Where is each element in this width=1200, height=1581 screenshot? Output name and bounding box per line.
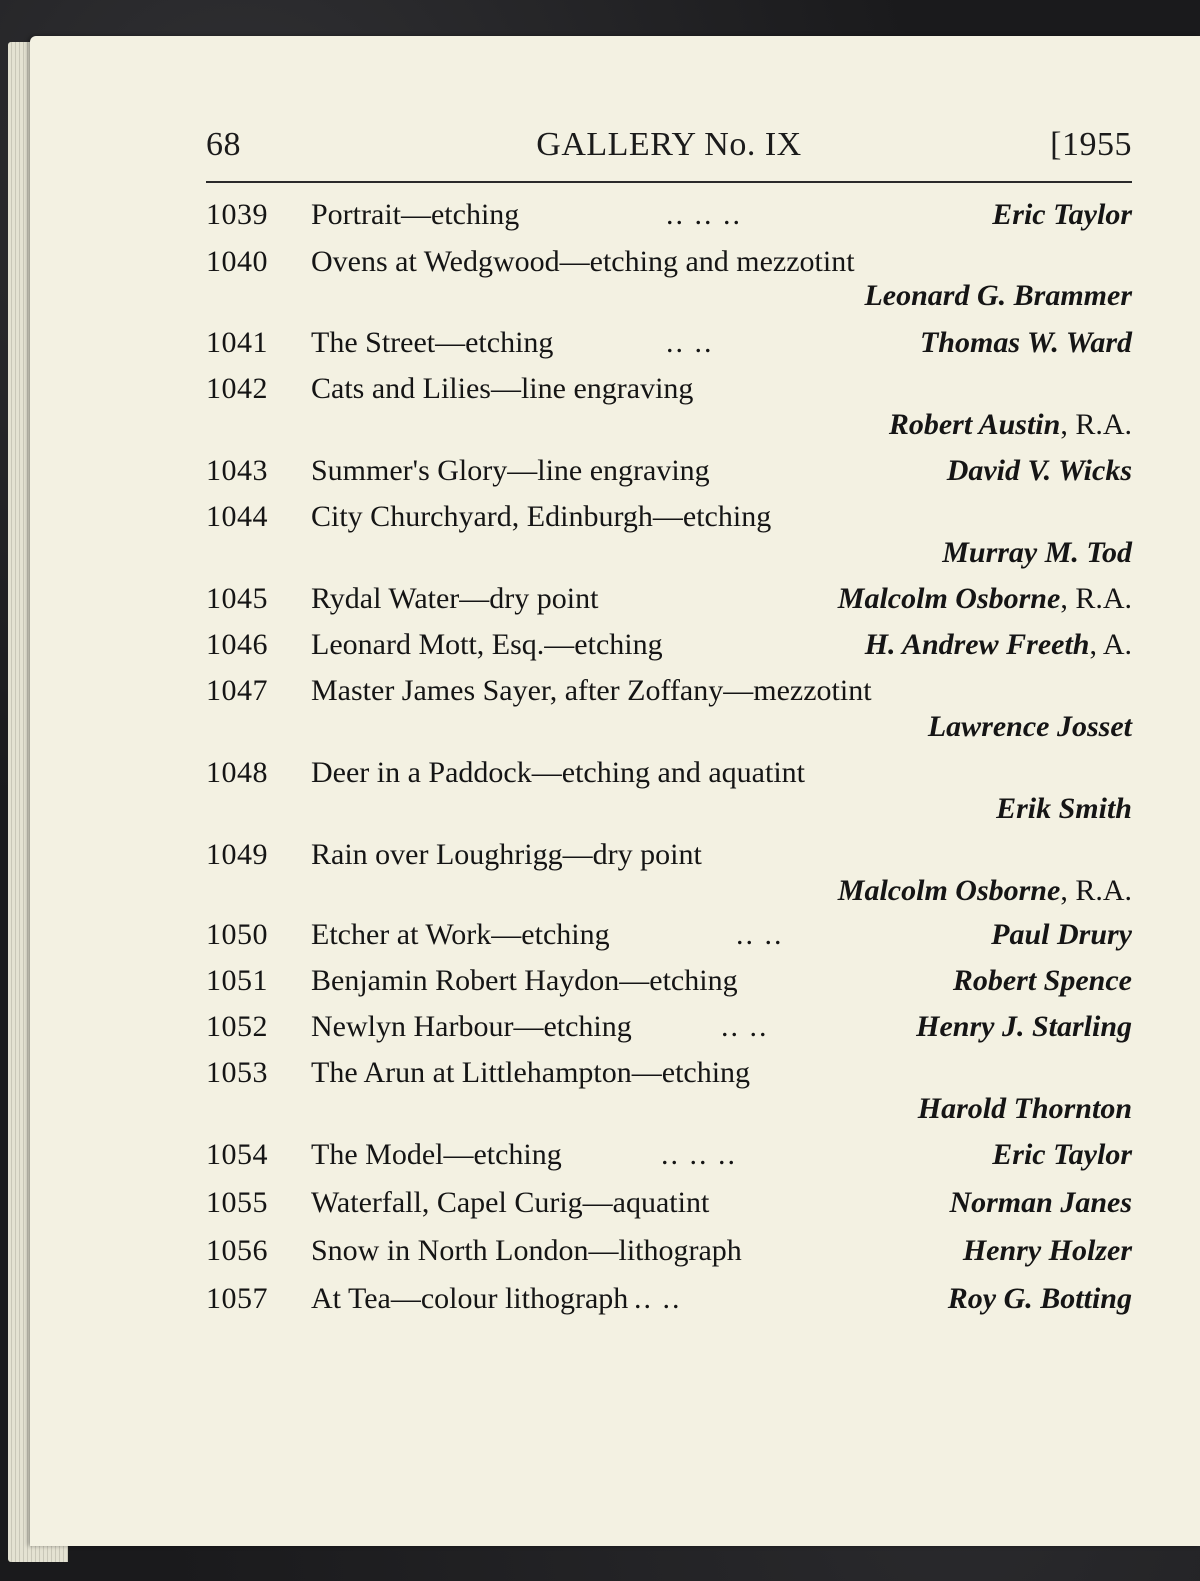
catalogue-entry — [206, 245, 1132, 312]
dot-leader: .. .. — [634, 1282, 682, 1315]
entry-number: 1048 — [206, 756, 268, 789]
entry-title: Etcher at Work—etching — [311, 918, 610, 951]
entry-artist: Malcolm Osborne — [837, 874, 1061, 907]
dot-leader: .. .. .. — [666, 198, 742, 231]
entry-artist: Malcolm Osborne — [837, 582, 1061, 615]
entry-artist-block — [865, 628, 1132, 662]
catalogue-entry — [206, 674, 1132, 743]
entry-number: 1041 — [206, 326, 268, 359]
entry-artist: Henry Holzer — [962, 1234, 1132, 1267]
entry-title: Ovens at Wedgwood—etching and mezzotint — [311, 245, 855, 278]
entry-number: 1057 — [206, 1282, 268, 1315]
entry-title: City Churchyard, Edinburgh—etching — [311, 500, 772, 533]
catalogue-entry — [206, 1010, 1132, 1046]
entry-number: 1051 — [206, 964, 268, 997]
entry-number: 1040 — [206, 245, 268, 278]
entry-title: Master James Sayer, after Zoffany—mezzotint — [311, 674, 872, 707]
entry-artist: Harold Thornton — [917, 1092, 1132, 1125]
entry-number: 1045 — [206, 582, 268, 615]
entry-artist: Robert Spence — [952, 964, 1132, 997]
catalogue-entry — [206, 964, 1132, 1000]
entry-title: The Arun at Littlehampton—etching — [311, 1056, 751, 1089]
entry-artist: Henry J. Starling — [916, 1010, 1132, 1043]
entry-title: Portrait—etching — [311, 198, 520, 231]
catalogue-entry — [206, 918, 1132, 954]
entry-artist-block — [838, 582, 1132, 616]
entry-artist-block — [889, 408, 1132, 442]
entry-title: Cats and Lilies—line engraving — [311, 372, 694, 405]
entry-artist-suffix: , R.A. — [1060, 582, 1132, 615]
entry-number: 1044 — [206, 500, 268, 533]
header-rule — [206, 181, 1132, 183]
catalogue-entry — [206, 372, 1132, 441]
entry-title: Benjamin Robert Haydon—etching — [311, 964, 738, 997]
catalogue-entry — [206, 1056, 1132, 1125]
entry-number: 1056 — [206, 1234, 268, 1267]
entry-number: 1053 — [206, 1056, 268, 1089]
entry-artist: Paul Drury — [991, 918, 1132, 951]
entry-number: 1047 — [206, 674, 268, 707]
entry-title: Summer's Glory—line engraving — [311, 454, 710, 487]
entry-number: 1039 — [206, 198, 268, 231]
entry-title: Rydal Water—dry point — [311, 582, 599, 615]
dot-leader: .. .. — [736, 918, 784, 951]
entry-artist: Robert Austin — [888, 408, 1061, 441]
entry-number: 1055 — [206, 1186, 268, 1219]
entry-number: 1043 — [206, 454, 268, 487]
entry-number: 1050 — [206, 918, 268, 951]
entry-title: Snow in North London—lithograph — [311, 1234, 742, 1267]
entry-title: Waterfall, Capel Curig—aquatint — [311, 1186, 710, 1219]
catalogue-entry — [206, 756, 1132, 825]
catalogue-entry — [206, 1282, 1132, 1318]
entry-title: At Tea—colour lithograph — [311, 1282, 629, 1315]
catalogue-entry — [206, 628, 1132, 664]
page-number: 68 — [206, 126, 241, 163]
entry-title: The Model—etching — [311, 1138, 562, 1171]
year-marker: [1955 — [1050, 126, 1132, 163]
entry-artist: H. Andrew Freeth — [864, 628, 1090, 661]
entry-number: 1054 — [206, 1138, 268, 1171]
entry-number: 1052 — [206, 1010, 268, 1043]
entry-title: The Street—etching — [311, 326, 554, 359]
entry-number: 1042 — [206, 372, 268, 405]
entry-artist: Murray M. Tod — [942, 536, 1132, 569]
entry-artist-suffix: , R.A. — [1060, 874, 1132, 907]
entry-number: 1049 — [206, 838, 268, 871]
entry-artist: Roy G. Botting — [947, 1282, 1132, 1315]
page-title: GALLERY No. IX — [536, 126, 802, 163]
entry-artist: David V. Wicks — [946, 454, 1132, 487]
entry-artist: Erik Smith — [996, 792, 1132, 825]
entry-artist: Eric Taylor — [992, 198, 1132, 231]
catalogue-entry — [206, 1138, 1132, 1174]
page-header — [206, 126, 1132, 170]
entry-artist: Norman Janes — [949, 1186, 1132, 1219]
catalogue-entry — [206, 1234, 1132, 1270]
entry-artist-suffix: , R.A. — [1060, 408, 1132, 441]
entry-title: Deer in a Paddock—etching and aquatint — [311, 756, 806, 789]
catalogue-entry — [206, 326, 1132, 362]
catalogue-entry — [206, 198, 1132, 234]
dot-leader: .. .. — [721, 1010, 769, 1043]
catalogue-entry — [206, 500, 1132, 569]
entry-artist: Eric Taylor — [992, 1138, 1132, 1171]
catalogue-entry — [206, 454, 1132, 490]
entry-title: Newlyn Harbour—etching — [311, 1010, 632, 1043]
entry-title: Leonard Mott, Esq.—etching — [311, 628, 663, 661]
entry-artist-suffix: , A. — [1089, 628, 1132, 661]
entry-title: Rain over Loughrigg—dry point — [311, 838, 702, 871]
dot-leader: .. .. .. — [661, 1138, 737, 1171]
entry-artist: Thomas W. Ward — [919, 326, 1132, 359]
catalogue-entry — [206, 1186, 1132, 1222]
entry-artist-block — [838, 874, 1132, 908]
catalogue-entry — [206, 582, 1132, 618]
dot-leader: .. .. — [666, 326, 714, 359]
entry-artist: Leonard G. Brammer — [864, 279, 1132, 312]
entry-artist: Lawrence Josset — [927, 710, 1132, 743]
entry-number: 1046 — [206, 628, 268, 661]
catalogue-entry — [206, 838, 1132, 907]
